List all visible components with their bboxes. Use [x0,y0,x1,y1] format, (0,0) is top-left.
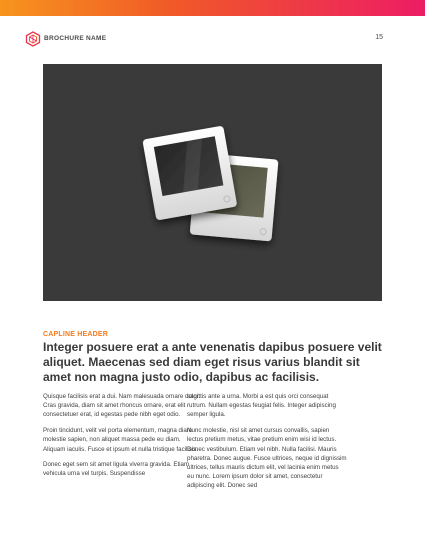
body-column-left [43,392,203,485]
body-paragraph: Quisque facilisis erat a dui. Nam malesuada ornare dolor. Cras gravida, diam sit amet rhoncus ornare, erat elit consectetuer erat, id egestas pede nibh eget odio. [43,393,201,419]
top-gradient-bar [0,0,425,16]
article-headline: Integer posuere erat a ante venenatis dapibus posuere velit aliquet. Maecenas sed diam eget risus varius blandit sit amet non magna justo odio, dapibus ac facilisis. [43,340,382,384]
capline-header: CAPLINE HEADER [43,331,109,338]
body-paragraph: Nunc molestie, nisl sit amet cursus convallis, sapien lectus pretium metus, vitae pretium enim wisi id lectus. Donec vestibulum. Etiam vel nibh. Nulla facilisi. Mauris pharetra. Donec augue. Fusce ultrices, neque id dignissim ultrices, tellus mauris dictum elit, vel lacinia enim metus eu nunc. Lorem ipsum dolor sit amet, consectetur adipiscing elit. Donec sed [187,427,347,490]
brochure-name: BROCHURE NAME [44,35,107,42]
body-paragraph: Proin tincidunt, velit vel porta elementum, magna diam molestie sapien, non aliquet massa pede eu diam. Aliquam iaculis. Fusce et ipsum et nulla tristique facilisis. [43,427,199,453]
photo-slides-icon [43,64,382,301]
body-paragraph: Donec eget sem sit amet ligula viverra gravida. Etiam vehicula urna vel turpis. Suspendisse [43,461,190,478]
page-number: 15 [375,34,383,41]
hero-image [43,64,382,301]
body-paragraph: sagittis ante a urna. Morbi a est quis orci consequat rutrum. Nullam egestas feugiat felis. Integer adipiscing semper ligula. [187,393,336,419]
brand-logo-icon [25,31,41,47]
body-column-right [187,392,347,497]
page-header [25,31,383,47]
